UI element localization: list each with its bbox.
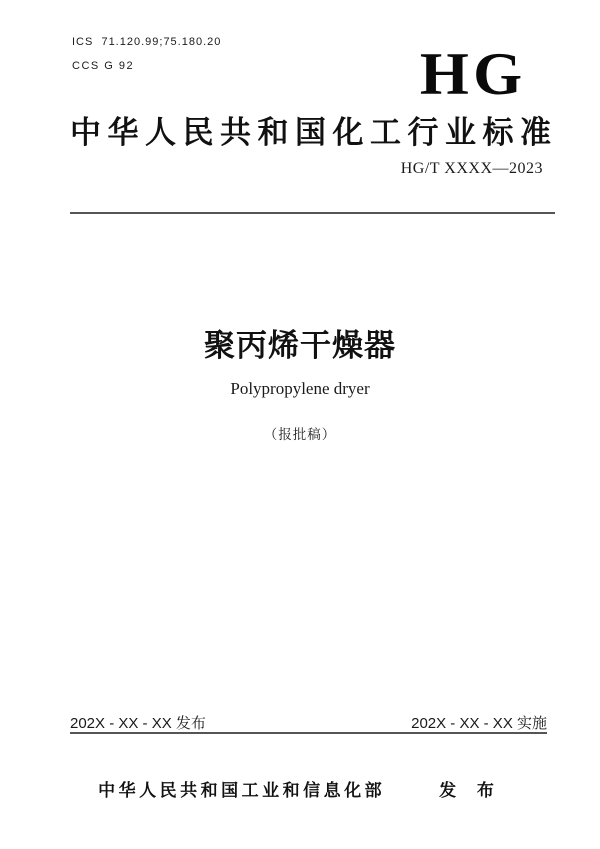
document-title-chinese: 聚丙烯干燥器 [204, 328, 396, 363]
dates-row [70, 712, 547, 733]
header-divider-line [70, 212, 555, 214]
implement-date: 202X - XX - XX 实施 [411, 715, 547, 732]
document-title-english: Polypropylene dryer [230, 379, 370, 398]
standard-category-title: 中华人民共和国化工行业标准 [70, 115, 558, 150]
draft-status-note: （报批稿） [263, 427, 337, 442]
footer-divider-line [70, 732, 547, 734]
publisher-row [0, 776, 600, 801]
ccs-code: CCS G 92 [72, 60, 135, 72]
standard-number: HG/T XXXX—2023 [400, 160, 543, 177]
publisher-name: 中华人民共和国工业和信息化部 [98, 781, 386, 800]
hg-logo: HG [419, 41, 526, 107]
ics-code: ICS 71.120.99;75.180.20 [72, 36, 222, 48]
publish-label: 发 布 [439, 781, 502, 800]
issue-date: 202X - XX - XX 发布 [70, 715, 206, 732]
